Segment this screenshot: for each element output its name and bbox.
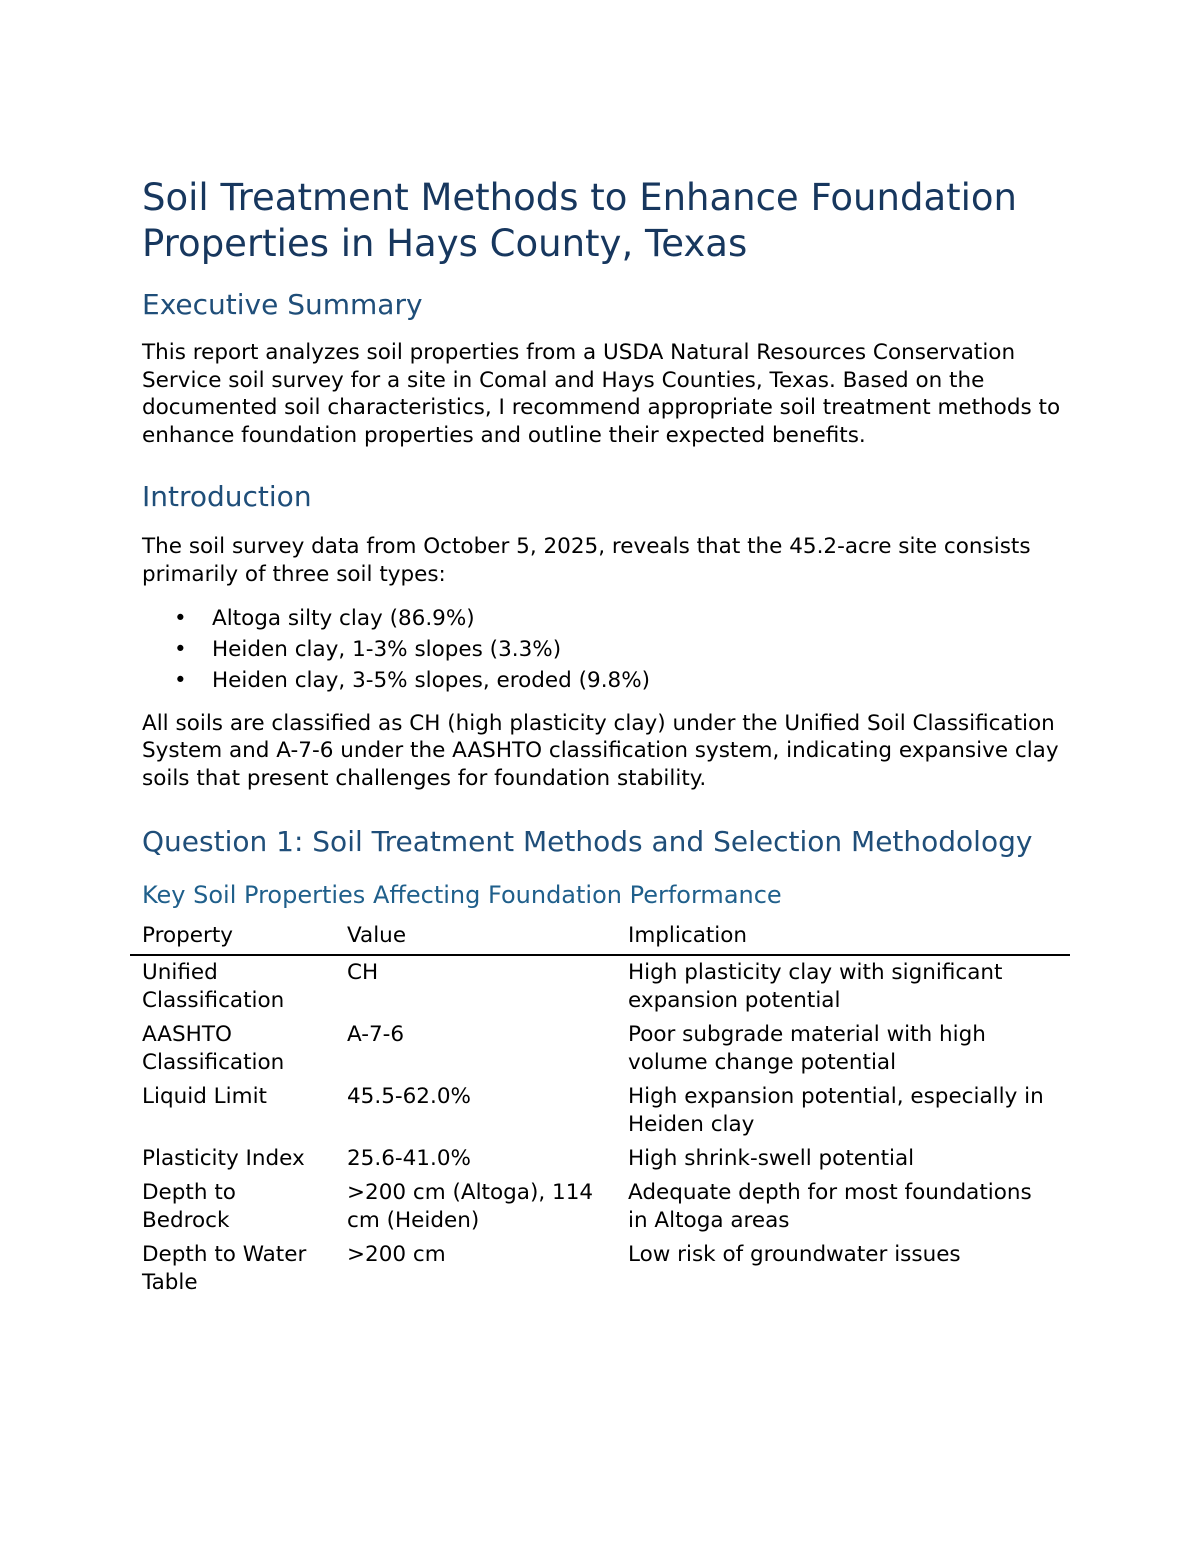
list-item: [142, 665, 1072, 696]
executive-summary-paragraph: This report analyzes soil properties from a USDA Natural Resources Conservation Service soil survey for a site in Comal and Hays Counties, Texas. Based on the documented soil characteristics, I recommend appropriate soil treatment methods to enhance foundation properties and outline their expected benefits.: [142, 340, 1061, 448]
cell-property: Depth to Bedrock: [142, 1180, 236, 1234]
table-row: [130, 1238, 1070, 1300]
document-page: [142, 175, 1072, 1300]
list-item: [142, 634, 1072, 665]
table-row: [130, 955, 1070, 1018]
table-row: [130, 1018, 1070, 1080]
header-value: Value: [335, 920, 616, 955]
introduction-paragraph: The soil survey data from October 5, 2025, reveals that the 45.2-acre site consists primarily of three soil types:: [142, 534, 1031, 587]
bullet-icon: •: [174, 667, 187, 693]
cell-value: 25.6-41.0%: [347, 1146, 471, 1172]
header-implication: Implication: [616, 920, 1070, 955]
question-1-heading: Question 1: Soil Treatment Methods and Selection Methodology: [142, 825, 1033, 859]
soil-type-label: Heiden clay, 3-5% slopes, eroded (9.8%): [212, 667, 651, 693]
soil-type-label: Heiden clay, 1-3% slopes (3.3%): [212, 636, 562, 662]
header-property: Property: [130, 920, 335, 955]
executive-summary-heading: Executive Summary: [142, 288, 423, 321]
cell-implication: High plasticity clay with significant expansion potential: [628, 960, 1003, 1014]
soil-properties-table: [130, 920, 1070, 1300]
cell-value: A-7-6: [347, 1022, 405, 1048]
cell-property: Liquid Limit: [142, 1084, 267, 1110]
cell-property: Unified Classification: [142, 960, 285, 1014]
cell-value: CH: [347, 960, 379, 986]
cell-implication: Poor subgrade material with high volume change potential: [628, 1022, 986, 1076]
cell-property: AASHTO Classification: [142, 1022, 285, 1076]
cell-property: Plasticity Index: [142, 1146, 305, 1172]
table-row: [130, 1142, 1070, 1176]
cell-implication: Low risk of groundwater issues: [628, 1242, 961, 1268]
bullet-icon: •: [174, 605, 187, 631]
table-row: [130, 1080, 1070, 1142]
classification-paragraph: All soils are classified as CH (high plasticity clay) under the Unified Soil Classification System and A-7-6 under the AASHTO classification system, indicating expansive clay soils that present challenges for foundation stability.: [142, 710, 1059, 791]
table-header-row: [130, 920, 1070, 955]
table-row: [130, 1176, 1070, 1238]
soil-type-label: Altoga silty clay (86.9%): [212, 605, 475, 631]
cell-value: >200 cm (Altoga), 114 cm (Heiden): [347, 1180, 594, 1234]
cell-implication: High expansion potential, especially in Heiden clay: [628, 1084, 1044, 1138]
cell-value: 45.5-62.0%: [347, 1084, 471, 1110]
cell-property: Depth to Water Table: [142, 1242, 307, 1296]
cell-implication: Adequate depth for most foundations in Altoga areas: [628, 1180, 1032, 1234]
cell-value: >200 cm: [347, 1242, 446, 1268]
bullet-icon: •: [174, 636, 187, 662]
introduction-heading: Introduction: [142, 480, 312, 514]
list-item: [142, 603, 1072, 634]
cell-implication: High shrink-swell potential: [628, 1146, 915, 1172]
key-soil-properties-heading: Key Soil Properties Affecting Foundation Performance: [142, 881, 782, 910]
document-title: Soil Treatment Methods to Enhance Foundation Properties in Hays County, Texas: [142, 176, 1017, 265]
soil-types-list: [142, 603, 1072, 696]
